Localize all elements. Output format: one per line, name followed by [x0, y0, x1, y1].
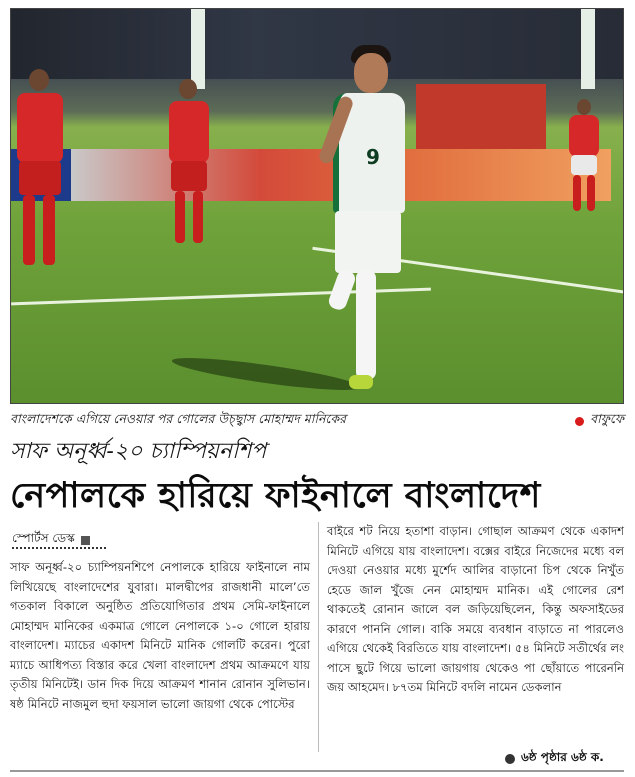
- body-column-right: বাইরে শট নিয়ে হতাশা বাড়ান। গোছাল আক্রমণ থেকে একাদশ মিনিটে এগিয়ে যায় বাংলাদেশ। বক্সের বাইরে নিজেদের মধ্যে বল দেওয়া নেওয়ার মধ্যে মুর্শেদ আলির বাড়ানো চিপ থেকে নিখুঁত হেডে জাল খুঁজে নেন মোহাম্মদ মানিক। এই গোলের রেশ থাকতেই রোনান জালে বল জড়িয়েছিলেন, কিন্তু অফসাইডের কারণে পাননি গোল। বাকি সময়ে ব্যবধান বাড়াতে না পারলেও এগিয়ে থেকেই বিরতিতে যায় বাংলাদেশ। ৫৪ মিনিটে সতীর্থের লং পাসে ছুটে গিয়ে ভালো জায়গায় থেকেও পা ছোঁয়াতে পারেননি জয় আহমেদ। ৮৭তম মিনিটে বদলি নামেন ডেকলান: [327, 524, 624, 694]
- photo-credit-text: বাফুফে: [590, 411, 624, 426]
- opponent-player: [11, 69, 81, 279]
- jersey-number: 9: [366, 145, 380, 169]
- photo-credit: [575, 411, 624, 431]
- red-dot-icon: [575, 417, 584, 426]
- body-column-left: সাফ অনূর্ধ্ব-২০ চ্যাম্পিয়নশিপে নেপালকে হারিয়ে ফাইনালে নাম লিখিয়েছে বাংলাদেশের যুবারা। মালদ্বীপের রাজধানী মালে’তে গতকাল বিকালে অনুষ্ঠিত প্রতিযোগিতার প্রথম সেমি-ফাইনালে মোহাম্মদ মানিকের একমাত্র গোলে নেপালকে ১-০ গোলে হারায় বাংলাদেশ। ম্যাচের একাদশ মিনিটে মানিক গোলটি করেন। পুরো ম্যাচে আধিপত্য বিস্তার করে খেলা বাংলাদেশ প্রথম আক্রমণে যায় তৃতীয় মিনিটেই। ডান দিক দিয়ে আক্রমণ শানান রোনান সুলিভান। ষষ্ঠ মিনিটে নাজমুল হুদা ফয়সাল ভালো জায়গা থেকে পোস্টের: [10, 560, 310, 711]
- byline-text: স্পোর্টস ডেস্ক: [12, 531, 75, 545]
- bottom-rule: [10, 770, 624, 772]
- opponent-player: [559, 99, 609, 219]
- floodlight-pole: [581, 9, 595, 89]
- dotted-divider: [12, 547, 106, 549]
- bullet-icon: [505, 754, 515, 764]
- continued-text: ৬ষ্ঠ পৃষ্ঠার ৬ষ্ঠ ক.: [521, 750, 604, 764]
- photo-caption-row: [10, 409, 624, 433]
- square-bullet-icon: [81, 536, 90, 545]
- kicker: সাফ অনূর্ধ্ব-২০ চ্যাম্পিয়নশিপ: [10, 439, 267, 464]
- match-photo: [10, 8, 624, 404]
- goal-post: [191, 9, 205, 89]
- continued-note: [505, 749, 604, 769]
- red-seating: [416, 84, 546, 149]
- photo-caption: বাংলাদেশকে এগিয়ে নেওয়ার পর গোলের উচ্ছ্বাস মোহাম্মদ মানিকের: [10, 411, 347, 426]
- opponent-player: [161, 79, 221, 249]
- celebrating-player: [311, 45, 421, 404]
- column-divider: [318, 522, 319, 752]
- headline: নেপালকে হারিয়ে ফাইনালে বাংলাদেশ: [10, 476, 541, 516]
